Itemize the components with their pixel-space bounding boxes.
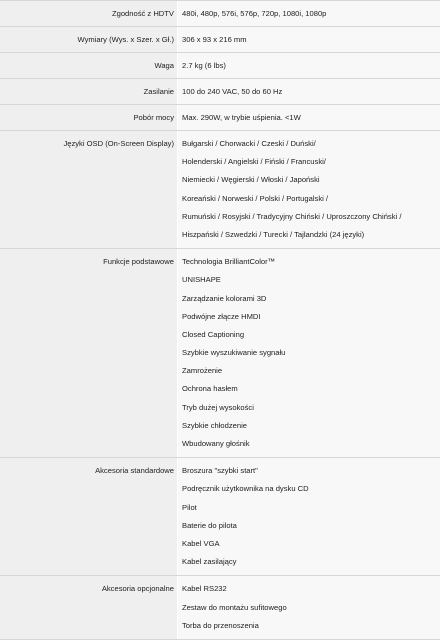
spec-value-line: Baterie do pilota <box>182 520 237 530</box>
spec-value-line: Closed Captioning <box>182 329 245 339</box>
spec-value-line: Technologia BrilliantColor™ <box>182 257 276 267</box>
spec-value: 100 do 240 VAC, 50 do 60 Hz <box>178 79 440 104</box>
spec-value-line: Podręcznik użytkownika na dysku CD <box>182 484 309 494</box>
spec-value-line: Zestaw do montażu sufitowego <box>182 602 287 612</box>
spec-row-osd-languages <box>0 131 440 249</box>
spec-value-line: Zarządzanie kolorami 3D <box>182 293 267 303</box>
spec-value-line: Holenderski / Angielski / Fiński / Francuski/ <box>182 157 326 167</box>
spec-label: Waga <box>0 53 178 78</box>
spec-value-line: Hiszpański / Szwedzki / Turecki / Tajlandzki (24 języki) <box>182 229 365 239</box>
spec-value-line: Kabel VGA <box>182 538 220 548</box>
spec-value: 480i, 480p, 576i, 576p, 720p, 1080i, 1080p <box>178 1 440 26</box>
spec-value-line: Podwójne złącze HMDI <box>182 311 261 321</box>
spec-row-optional-accessories <box>0 576 440 640</box>
spec-value-line: Koreański / Norweski / Polski / Portugalski / <box>182 193 329 203</box>
spec-row-power-consumption <box>0 105 440 131</box>
spec-value-line: Bułgarski / Chorwacki / Czeski / Duński/ <box>182 139 316 148</box>
spec-row-dimensions <box>0 27 440 53</box>
spec-value-line: Szybkie chłodzenie <box>182 420 248 430</box>
spec-value <box>178 458 440 575</box>
spec-row-power-supply <box>0 79 440 105</box>
spec-value-line: Pilot <box>182 502 197 512</box>
spec-value-line: Kabel zasilający <box>182 557 237 567</box>
spec-value-line: Torba do przenoszenia <box>182 620 259 630</box>
spec-value-line: Wbudowany głośnik <box>182 439 250 448</box>
spec-value <box>178 131 440 248</box>
spec-row-features <box>0 249 440 458</box>
spec-label: Akcesoria opcjonalne <box>0 576 178 639</box>
spec-value-line: Szybkie wyszukiwanie sygnału <box>182 348 286 358</box>
spec-label: Języki OSD (On-Screen Display) <box>0 131 178 248</box>
spec-value-line: UNISHAPE <box>182 275 221 285</box>
spec-value-line: Zamrożenie <box>182 366 223 376</box>
spec-row-weight <box>0 53 440 79</box>
spec-value-line: Kabel RS232 <box>182 584 227 594</box>
spec-row-standard-accessories <box>0 458 440 576</box>
spec-value <box>178 576 440 639</box>
spec-row-hdtv <box>0 1 440 27</box>
spec-value-line: Ochrona hasłem <box>182 384 238 394</box>
spec-label: Zgodność z HDTV <box>0 1 178 26</box>
spec-value: Max. 290W, w trybie uśpienia. <1W <box>178 105 440 130</box>
spec-label: Pobór mocy <box>0 105 178 130</box>
spec-value: 306 x 93 x 216 mm <box>178 27 440 52</box>
spec-label: Funkcje podstawowe <box>0 249 178 457</box>
spec-label: Akcesoria standardowe <box>0 458 178 575</box>
spec-value-line: Rumuński / Rosyjski / Tradycyjny Chiński / Uproszczony Chiński / <box>182 211 402 221</box>
spec-value <box>178 249 440 457</box>
spec-label: Zasilanie <box>0 79 178 104</box>
spec-value-line: Niemiecki / Węgierski / Włoski / Japoński <box>182 175 320 185</box>
spec-value: 2.7 kg (6 lbs) <box>178 53 440 78</box>
spec-value-line: Broszura "szybki start" <box>182 466 258 476</box>
spec-label: Wymiary (Wys. x Szer. x Gł.) <box>0 27 178 52</box>
spec-value-line: Tryb dużej wysokości <box>182 402 254 412</box>
